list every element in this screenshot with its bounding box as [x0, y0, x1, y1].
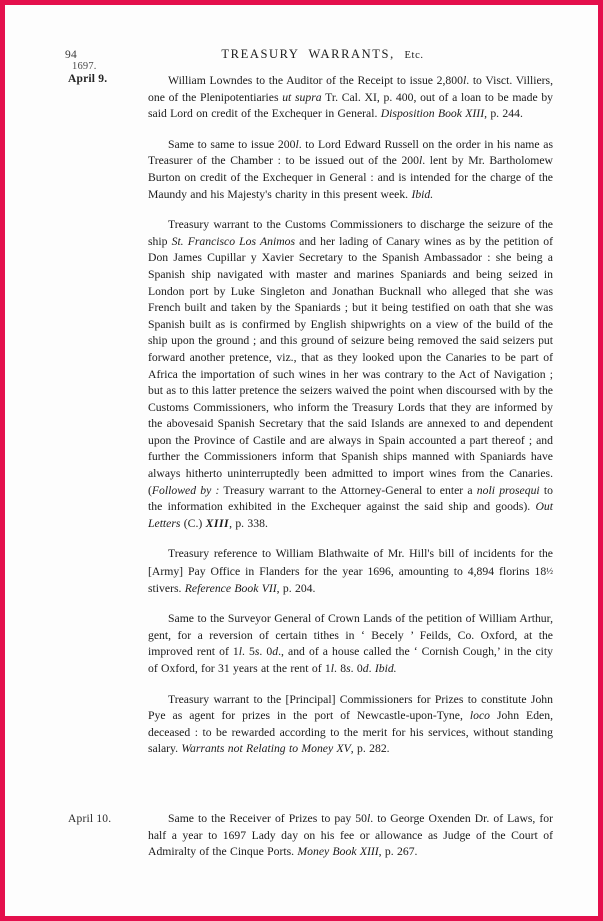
running-head-suffix: Etc. [404, 50, 424, 61]
marginal-date-column [60, 61, 146, 85]
running-head [5, 47, 598, 62]
entry-column-lower [148, 811, 553, 875]
folio-number: 94 [65, 49, 78, 61]
margin-date-april-9: April 9. [68, 73, 108, 85]
running-head-title: TREASURY WARRANTS, [221, 47, 395, 61]
entry-column-upper [148, 73, 553, 780]
entry-surveyor-general: Same to the Surveyor General of Crown Lands of the petition of William Arthur, gent, for a reversion of certain tithes in ‘ Becely ’ Feilds, Co. Oxford, at the improved rent of 1l. 5s. 0d., and of a house called the ‘ Cornish Cough,’ in the city of Oxford, for 31 years at the rent of 1l. 8s. 0d. Ibid. [148, 612, 553, 675]
margin-year: 1697. [72, 61, 97, 72]
page-scan-area [5, 5, 598, 916]
entry-prizes-john-pye: Treasury warrant to the [Principal] Commissioners for Prizes to constitute John Pye as agent for prizes in the port of Newcastle-upon-Tyne, loco John Eden, deceased : to be rewarded according to the merit for his services, without standing salary. Warrants not Relating to Money XV, p. 282. [148, 692, 553, 756]
entry-customs-spanish-ship: Treasury warrant to the Customs Commissioners to discharge the seizure of the ship St. Francisco Los Animos and her lading of Canary wines as by the petition of Don James Cupillar y Xavier Secretary to the Spanish Ambassador : she being a Spanish ship navigated with master and marines Spaniards and being seized in London port by Luke Singleton and Jonathan Bucknall who alleged that she was French built and taken by the Spaniards ; but it being testified on oath that she was Spanish built as is confirmed by English shipwrights on a view of the build of the ship upon the ground ; and this ground of seizure being removed the said seizers put forward another pretence, viz., that as they looked upon the Canaries to be part of Africa the importation of such wines in her was contrary to the Act of Navigation ; but as to this latter pretence the seizers waived the point when discoursed with by the Customs Commissioners, who inform the Treasury Lords that they are informed by the abovesaid Spanish Secretary that the said Islands are annexed to and dependent upon the Province of Castile and are always in Spain accounted a part thereof ; and further the Commissioners inform that Spanish ships manned with Spaniards have always hitherto uninterruptedly been admitted to import wines from the Canaries. (Followed by : Treasury warrant to the Attorney-General to enter a noli prosequi to the information exhibited in the Exchequer against the said ship and goods). Out Letters (C.) XIII, p. 338. [148, 218, 553, 530]
entry-lowndes-auditor: William Lowndes to the Auditor of the Receipt to issue 2,800l. to Visct. Villiers, one of the Plenipotentiaries ut supra Tr. Cal. XI, p. 400, out of a loan to be made by said Lord on credit of the Exchequer in General. Disposition Book XIII, p. 244. [148, 74, 554, 121]
entry-blathwaite-reference: Treasury reference to William Blathwaite of Mr. Hill's bill of incidents for the [Army] Pay Office in Flanders for the year 1696, amounting to 4,894 florins 18½ stivers. Reference Book VII, p. 204. [148, 547, 553, 595]
entry-george-oxenden: Same to the Receiver of Prizes to pay 50l. to George Oxenden Dr. of Laws, for half a year to 1697 Lady day on his fee or allowance as Judge of the Court of Admiralty of the Cinque Ports. Money Book XIII, p. 267. [148, 812, 553, 859]
margin-date-april-10: April 10. [68, 813, 112, 825]
entry-edward-russell: Same to same to issue 200l. to Lord Edward Russell on the order in his name as Treasurer of the Chamber : to be issued out of the 200l. lent by Mr. Bartholomew Burton on credit of the Exchequer in General : and is intended for the charge of the Maundy and his Majesty's charity in this present week. Ibid. [148, 137, 554, 201]
